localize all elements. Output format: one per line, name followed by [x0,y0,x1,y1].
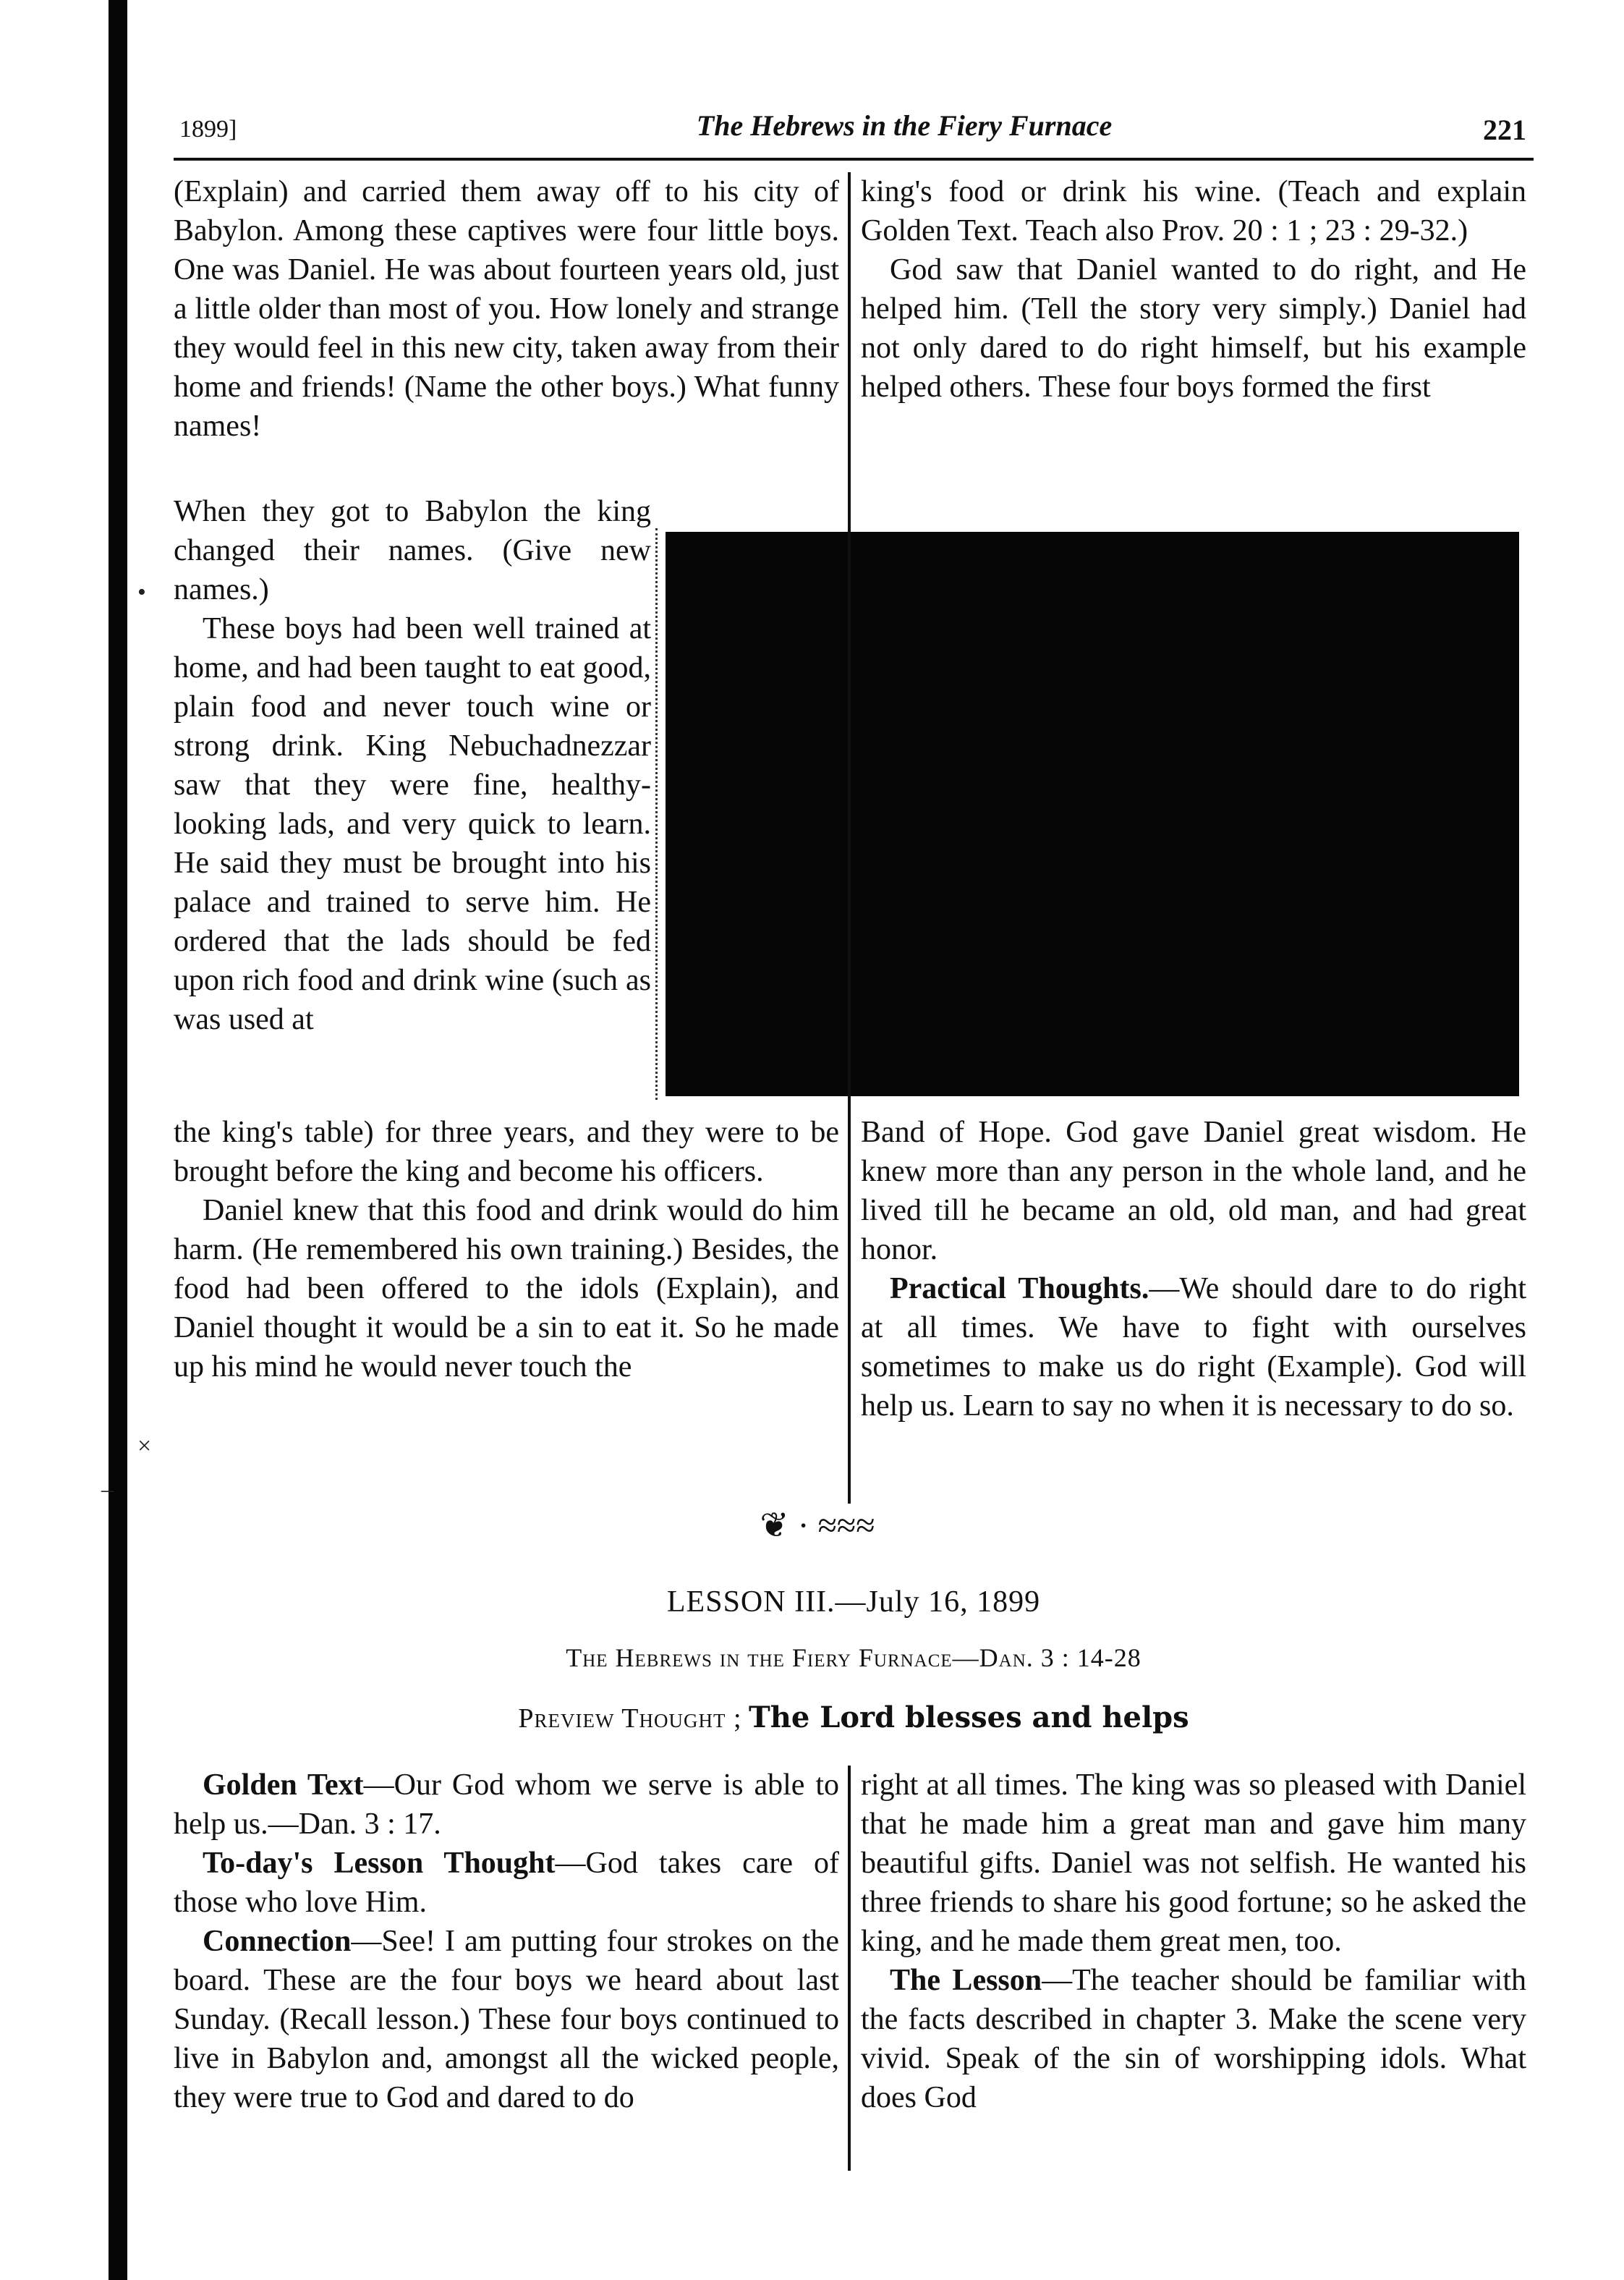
connection [174,1922,839,2117]
paragraph: the king's table) for three years, and they were to be brought before the king and become his officers. [174,1116,839,1188]
right-column-bottom [861,1113,1526,1425]
column-rule-upper [848,172,851,1504]
left-column-bottom [174,1113,839,1386]
golden-text [174,1766,839,1844]
lesson-left-column [174,1766,839,2117]
lesson-subheading: The Hebrews in the Fiery Furnace—Dan. 3 : 14-28 [566,1643,1142,1672]
lesson-right-column [861,1766,1526,2117]
header-title: The Hebrews in the Fiery Furnace [696,109,1113,142]
preview-thought [174,1700,1534,1734]
practical-thoughts [861,1269,1526,1425]
illustration-image [666,532,1519,1096]
running-head [174,109,1534,159]
the-lesson-label: The Lesson [890,1964,1042,1997]
paragraph: These boys had been well trained at home, and had been taught to eat good, plain food and never touch wine or strong drink. King Nebuchadnezzar saw that they were fine, healthy-looking lads, and very quick to learn. He said they must be brought into his palace and trained to serve him. He ordered that the lads should be fed upon rich food and drink wine (such as was used at [174,612,651,1036]
practical-thoughts-text: —We should dare to do right at all times. We have to fight with ourselves sometimes to make us do right (Example). God will help us. Learn to say no when it is necessary to do so. [861,1272,1526,1423]
preview-thought-label: Preview Thought ; [518,1703,742,1734]
practical-thoughts-label: Practical Thoughts. [890,1272,1149,1305]
golden-text-label: Golden Text [203,1768,364,1802]
the-lesson-body: —The teacher should be familiar with the facts described in chapter 3. Make the scene very vivid. Speak of the sin of worshipping idols. What does God [861,1964,1526,2114]
paragraph: God saw that Daniel wanted to do right, and He helped him. (Tell the story very simply.) Daniel had not only dared to do right himself, but his example helped others. These four boys formed the first [861,253,1526,404]
paragraph: Band of Hope. God gave Daniel great wisdom. He knew more than any person in the whole land, and he lived till he became an old, old man, and had great honor. [861,1116,1526,1266]
header-year: 1899] [179,116,237,143]
paragraph: king's food or drink his wine. (Teach and explain Golden Text. Teach also Prov. 20 : 1 ; 23 : 29-32.) [861,175,1526,247]
column-rule-lower [848,1766,851,2171]
margin-speck: • [137,579,146,606]
page-number: 221 [1483,114,1526,146]
connection-label: Connection [203,1925,352,1958]
connection-body: —See! I am putting four strokes on the board. These are the four boys we heard about last Sunday. (Recall lesson.) These four boys continued to live in Babylon and, amongst all the wicked people, they were true to God and dared to do [174,1925,839,2114]
paragraph: right at all times. The king was so pleased with Daniel that he made him a great man and gave him many beautiful gifts. Daniel was not selfish. He wanted his three friends to share his good fortune; so he asked the king, and he made them great men, too. [861,1768,1526,1958]
illustration-edge [655,528,665,1100]
paragraph: Daniel knew that this food and drink would do him harm. (He remembered his own training.) Besides, the food had been offered to the idols (Explain), and Daniel thought it would be a sin to eat it. So he made up his mind he would never touch the [174,1194,839,1383]
right-column-top [861,172,1526,407]
margin-speck: × [137,1433,152,1459]
margin-speck: – [101,1476,114,1503]
the-lesson [861,1961,1526,2117]
left-column-wrap [174,492,651,1039]
ornament-divider: ❦ · ≈≈≈ [760,1506,875,1545]
left-column-top [174,172,839,446]
todays-lesson-label: To-day's Lesson Thought [203,1847,556,1880]
golden-text-body: —Our God whom we serve is able to help us.—Dan. 3 : 17. [174,1768,839,1841]
todays-lesson-body: —God takes care of those who love Him. [174,1847,839,1919]
paragraph: (Explain) and carried them away off to his city of Babylon. Among these captives were four little boys. One was Daniel. He was about fourteen years old, just a little older than most of you. How lonely and strange they would feel in this new city, taken away from their home and friends! (Name the other boys.) What funny names! [174,175,839,443]
preview-thought-text: The Lord blesses and helps [749,1700,1189,1734]
header-rule [174,158,1534,161]
todays-lesson-thought [174,1844,839,1922]
lesson-heading: LESSON III.—July 16, 1899 [666,1585,1041,1619]
scan-binding-edge [109,0,127,2280]
paragraph: When they got to Babylon the king changed their names. (Give new names.) [174,495,651,606]
